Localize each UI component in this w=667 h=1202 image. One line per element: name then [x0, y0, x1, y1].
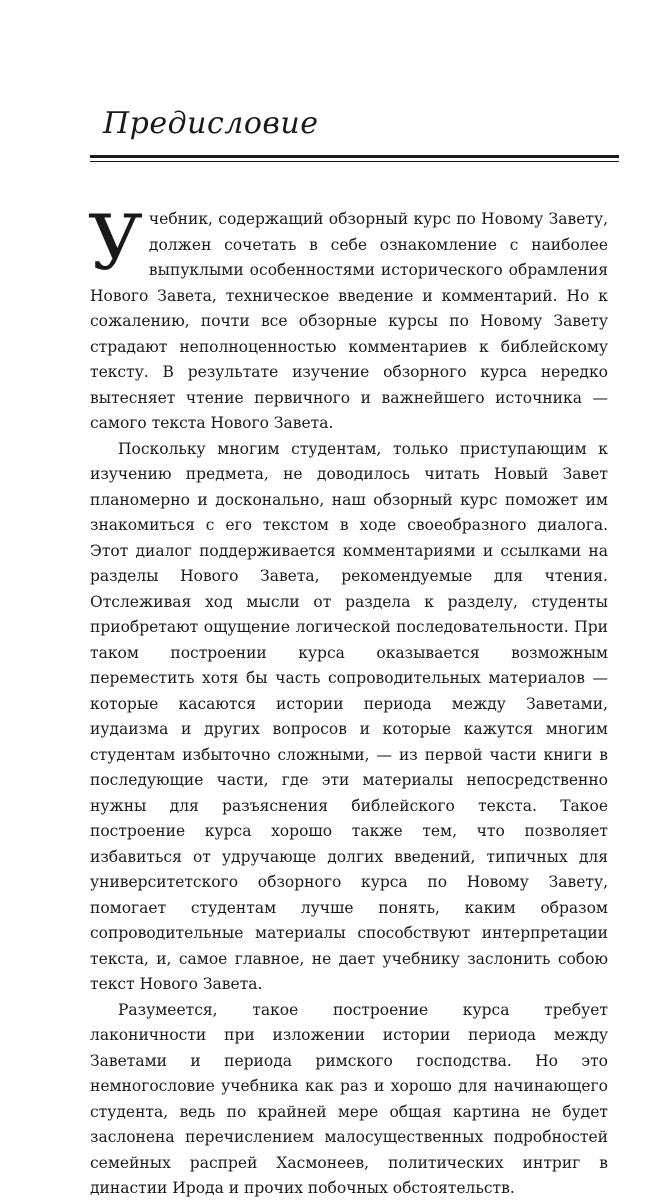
- chapter-title: Предисловие: [103, 106, 319, 141]
- paragraph-1: [88, 198, 608, 437]
- paragraph-1-text: чебник, содержащий обзорный курс по Новому Завету, должен сочетать в себе ознакомление с наиболее выпуклыми особенностями исторического обрамления Нового Завета, техническое введение и комментарий. Но к сожалению, почти все обзорные курсы по Новому Завету страдают неполноценностью комментариев к библейскому тексту. В результате изучение обзорного курса нередко вытесняет чтение первичного и важнейшего источника — самого текста Нового Завета.: [90, 210, 608, 432]
- title-rule-thin: [90, 161, 619, 162]
- paragraph-3: Разумеется, такое построение курса требует лаконичности при изложении истории периода между Заветами и периода римского господства. Но это немногословие учебника как раз и хорошо для начинающего студента, ведь по крайней мере общая картина не будет заслонена перечислением малосущественных подробностей семейных распрей Хасмонеев, политических интриг в династии Ирода и прочих побочных обстоятельств.: [90, 1000, 608, 1197]
- paragraph-2: Поскольку многим студентам, только приступающим к изучению предмета, не доводилось читать Новый Завет планомерно и досконально, наш обзорный курс поможет им знакомиться с его текстом в ходе своеобразного диалога. Этот диалог поддерживается комментариями и ссылками на разделы Нового Завета, рекомендуемые для чтения. Отслеживая ход мысли от раздела к разделу, студенты приобретают ощущение логической последовательности. При таком построении курса оказывается возможным переместить хотя бы часть сопроводительных материалов — которые касаются истории периода между Заветами, иудаизма и других вопросов и которые кажутся многим студентам избыточно сложными, — из первой части книги в последующие части, где эти материалы непосредственно нужны для разъяснения библейского текста. Такое построение курса хорошо также тем, что позволяет избавиться от удручающе долгих введений, типичных для университетского обзорного курса по Новому Завету, помогает студентам лучше понять, каким образом сопроводительные материалы способствуют интерпретации текста, и, самое главное, не дает учебнику заслонить собою текст Нового Завета.: [90, 439, 608, 993]
- title-rule-thick: [90, 155, 619, 158]
- drop-cap: У: [88, 198, 143, 287]
- body-text: [88, 198, 608, 1202]
